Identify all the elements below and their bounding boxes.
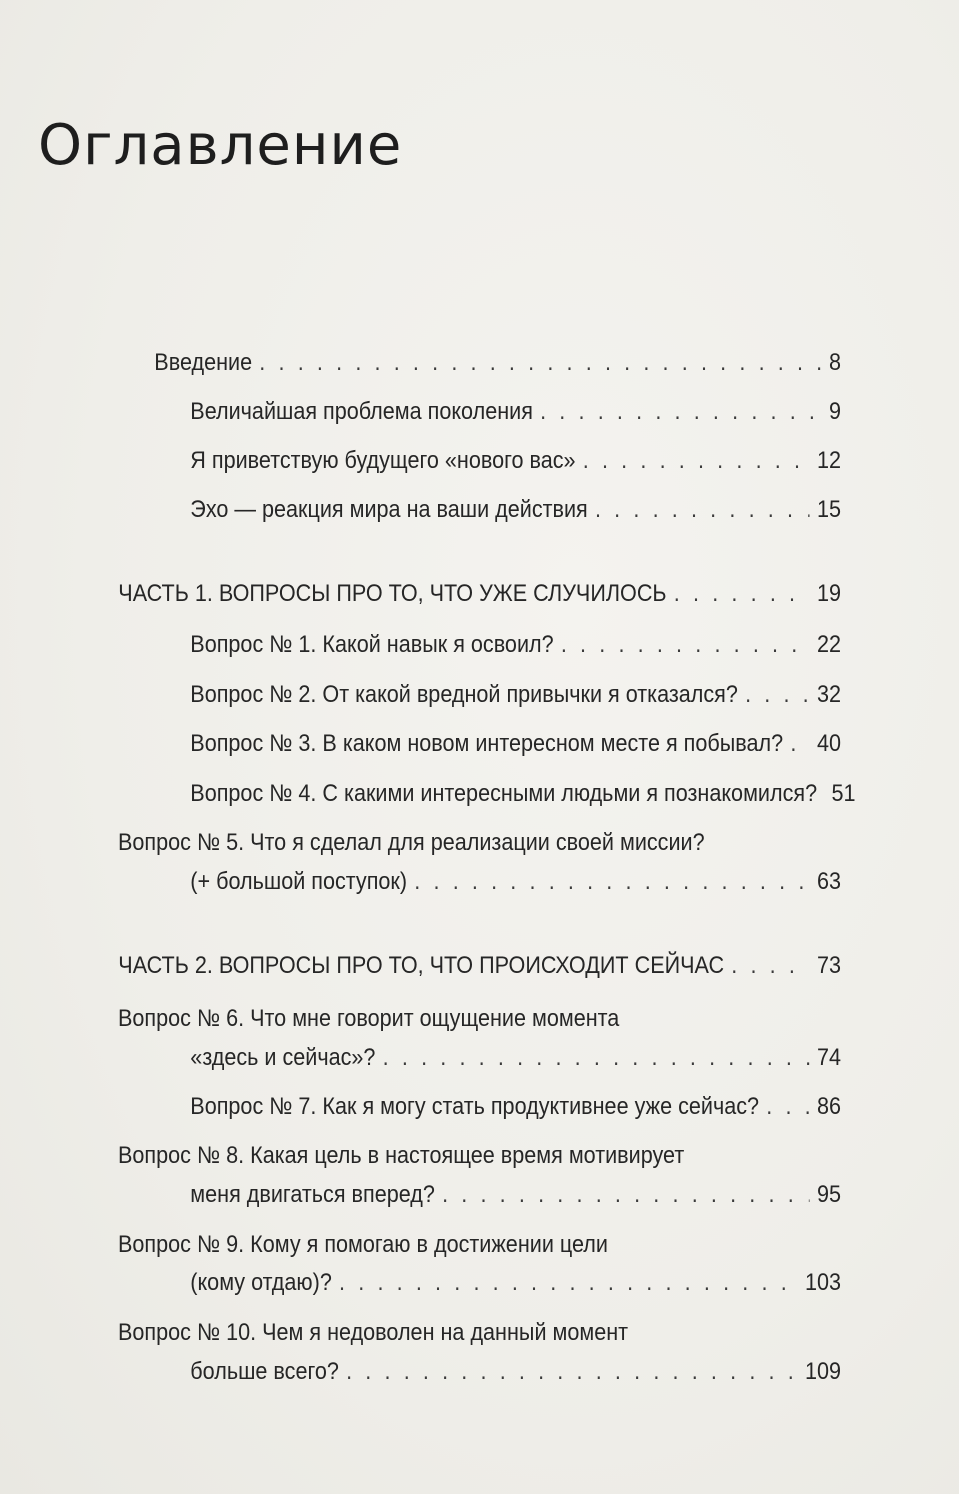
toc-entry-title-line2: больше всего? [190,1358,339,1385]
toc-page-number: 22 [816,631,841,658]
dot-leader [745,680,810,710]
toc-entry-title: ЧАСТЬ 2. ВОПРОСЫ ПРО ТО, ЧТО ПРОИСХОДИТ СЕЙЧАС [118,952,725,979]
dot-leader [339,1268,798,1298]
toc-entry[interactable] [190,1180,841,1210]
toc-page-number: 15 [816,496,841,523]
toc-page-number: 8 [828,349,841,376]
toc-entry-title-line2: меня двигаться вперед? [190,1181,435,1208]
toc-page-number: 32 [816,681,841,708]
toc-page-number: 109 [804,1358,841,1385]
dot-leader [540,397,822,427]
dot-leader [561,630,810,660]
toc-part-2[interactable] [118,951,841,981]
toc-entry-title: Вопрос № 3. В каком новом интересном месте я побывал? [190,730,784,757]
toc-entry-title-line1[interactable]: Вопрос № 6. Что мне говорит ощущение момента [118,1005,620,1032]
toc-entry-title: Вопрос № 7. Как я могу стать продуктивнее уже сейчас? [190,1093,760,1120]
toc-page-number: 9 [828,398,841,425]
dot-leader [674,579,810,609]
dot-leader [414,867,809,897]
toc-entry[interactable] [190,630,841,660]
toc-page-number: 40 [816,730,841,757]
toc-entry-title-line2: «здесь и сейчас»? [190,1044,376,1071]
dot-leader [766,1092,810,1122]
toc-entry-title: Величайшая проблема поколения [190,398,533,425]
toc-page-number: 74 [816,1044,841,1071]
dot-leader [259,348,821,378]
toc-entry[interactable] [190,446,841,476]
toc-entry[interactable] [190,495,841,525]
toc-page-number: 12 [816,447,841,474]
toc-page-number: 73 [816,952,841,979]
toc-part-1[interactable] [118,579,841,609]
dot-leader [346,1357,798,1387]
toc-entry-title-line1[interactable]: Вопрос № 9. Кому я помогаю в достижении цели [118,1231,608,1258]
toc-entry[interactable] [190,1043,841,1073]
toc-entry[interactable] [190,1268,841,1298]
toc-entry-title-line1[interactable]: Вопрос № 10. Чем я недоволен на данный момент [118,1319,629,1346]
toc-entry[interactable] [190,1357,841,1387]
dot-leader [383,1043,810,1073]
toc-page-number: 63 [816,868,841,895]
toc-entry-title: ЧАСТЬ 1. ВОПРОСЫ ПРО ТО, ЧТО УЖЕ СЛУЧИЛОСЬ [118,580,667,607]
toc-entry-title-line2: (+ большой поступок) [190,868,408,895]
toc-entry-title: Я приветствую будущего «нового вас» [190,447,576,474]
toc-entry-title: Эхо — реакция мира на ваши действия [190,496,588,523]
toc-entry-title-line2: (кому отдаю)? [190,1269,332,1296]
page-title: Оглавление [38,113,403,178]
toc-entry[interactable] [190,397,841,427]
toc-entry-title-line1[interactable]: Вопрос № 5. Что я сделал для реализации своей миссии? [118,829,705,856]
toc-entry-title-line1[interactable]: Вопрос № 8. Какая цель в настоящее время мотивирует [118,1142,685,1169]
dot-leader [595,495,810,525]
toc-entry[interactable] [190,1092,841,1122]
toc-page-number: 19 [816,580,841,607]
toc-entry[interactable] [190,779,856,809]
toc-entry-title: Вопрос № 2. От какой вредной привычки я отказался? [190,681,738,708]
dot-leader [731,951,809,981]
toc-page-number: 95 [816,1181,841,1208]
toc-entry-title: Введение [154,349,253,376]
dot-leader [790,729,809,759]
toc-page-number: 51 [831,780,856,807]
toc-page-number: 103 [804,1269,841,1296]
dot-leader [583,446,810,476]
toc-page-number: 86 [816,1093,841,1120]
toc-entry[interactable] [190,729,841,759]
toc-entry-title: Вопрос № 1. Какой навык я освоил? [190,631,554,658]
dot-leader [442,1180,810,1210]
toc-entry-title: Вопрос № 4. С какими интересными людьми я познакомился? [190,780,818,807]
toc-entry[interactable] [190,680,841,710]
toc-entry-introduction[interactable] [154,348,841,378]
toc-entry[interactable] [190,867,841,897]
